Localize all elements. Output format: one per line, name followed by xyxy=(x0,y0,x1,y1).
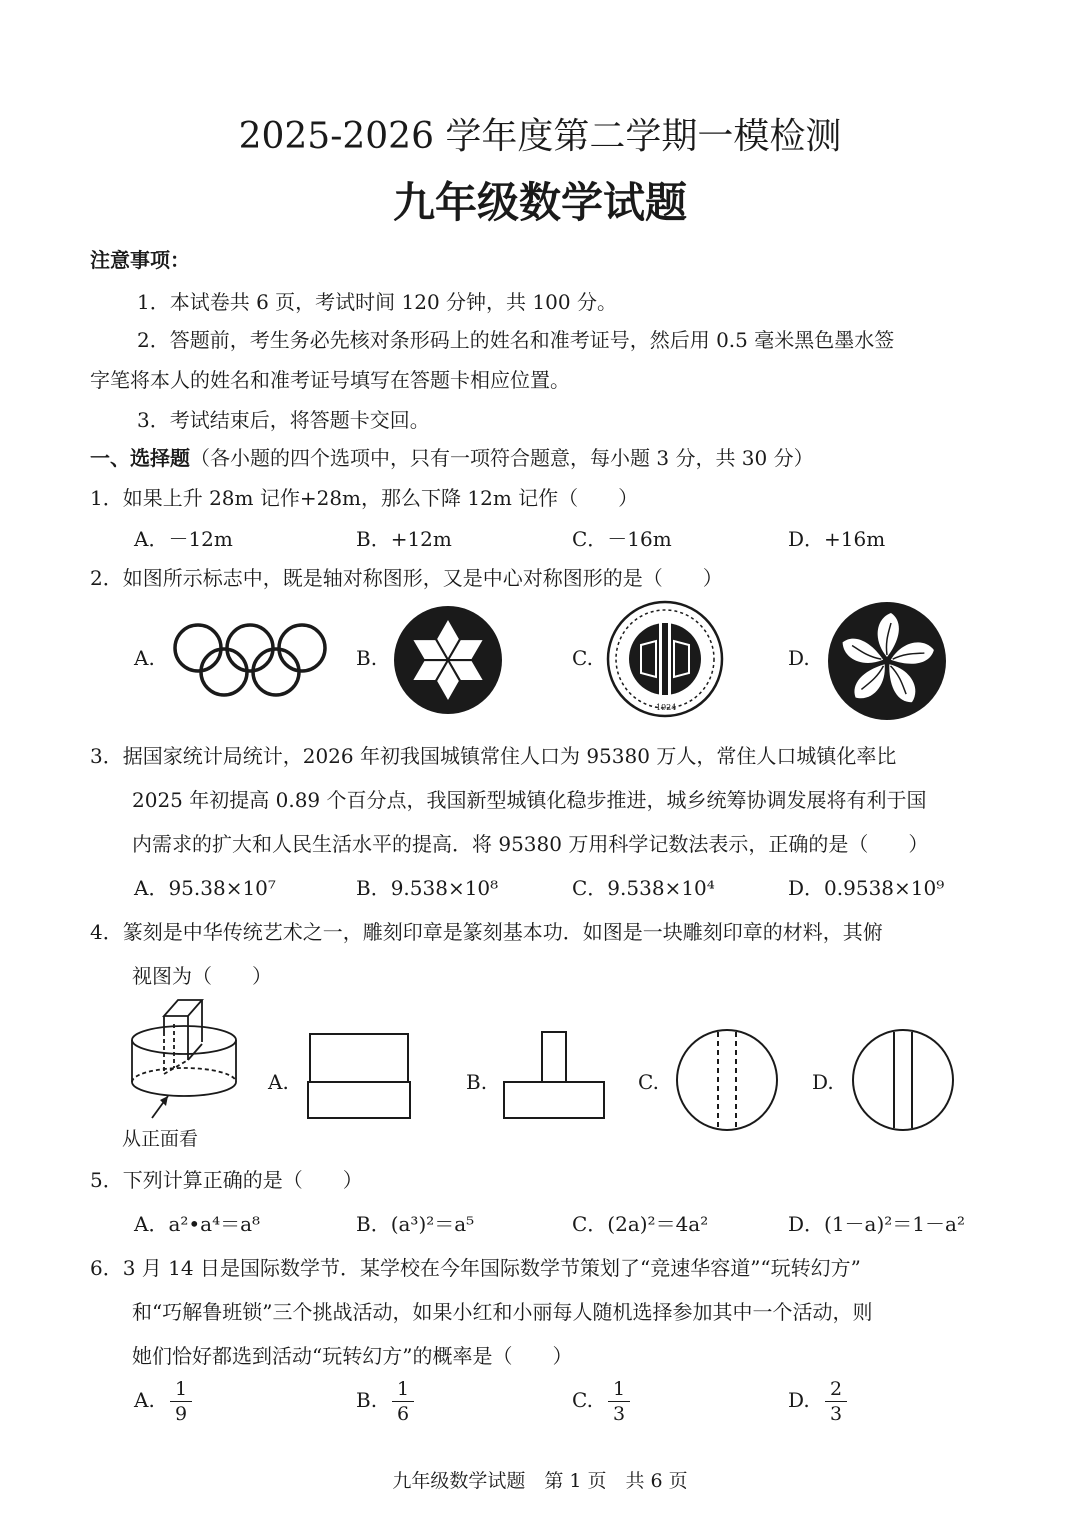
question-3-line: 内需求的扩大和人民生活水平的提高．将 95380 万用科学记数法表示，正确的是（ ） xyxy=(132,832,929,856)
fraction-numerator: 1 xyxy=(396,1378,410,1400)
page-footer: 九年级数学试题 第 1 页 共 6 页 xyxy=(392,1470,688,1492)
section-label: 一、选择题 xyxy=(90,446,190,470)
fraction-denominator: 3 xyxy=(829,1403,843,1425)
question-3-line: 3．据国家统计局统计，2026 年初我国城镇常住人口为 95380 万人，常住人口城镇化率比 xyxy=(90,744,897,768)
star-badge-logo xyxy=(392,604,504,716)
notice-item: 1．本试卷共 6 页，考试时间 120 分钟，共 100 分。 xyxy=(137,290,617,314)
exam-title: 2025-2026 学年度第二学期一模检测 xyxy=(238,116,842,157)
q2-label-b: B. xyxy=(356,646,378,670)
q6-label-d: D. xyxy=(788,1388,810,1412)
q6-fraction-b xyxy=(392,1378,414,1425)
q3-option-b: B．9.538×10⁸ xyxy=(356,876,499,900)
fraction-denominator: 6 xyxy=(396,1403,410,1425)
q4-option-b-view xyxy=(502,1030,606,1122)
notice-heading: 注意事项： xyxy=(90,248,190,272)
q2-label-d: D. xyxy=(788,646,810,670)
q4-label-a: A. xyxy=(268,1070,289,1094)
q6-label-c: C. xyxy=(572,1388,593,1412)
fraction-denominator: 9 xyxy=(174,1403,188,1425)
q1-option-d: D．+16m xyxy=(788,527,886,551)
question-4-line: 4．篆刻是中华传统艺术之一，雕刻印章是篆刻基本功．如图是一块雕刻印章的材料，其俯 xyxy=(90,920,883,944)
notice-item: 3．考试结束后，将答题卡交回。 xyxy=(137,408,430,432)
q6-fraction-c xyxy=(608,1378,630,1425)
q5-option-c: C．(2a)²＝4a² xyxy=(572,1212,709,1236)
exam-subtitle: 九年级数学试题 xyxy=(392,178,687,227)
q3-option-d: D．0.9538×10⁹ xyxy=(788,876,945,900)
front-view-caption: 从正面看 xyxy=(122,1128,199,1150)
question-1-stem: 1．如果上升 28m 记作+28m，那么下降 12m 记作（ ） xyxy=(90,486,639,510)
fraction-denominator: 3 xyxy=(612,1403,626,1425)
q1-option-b: B．+12m xyxy=(356,527,452,551)
q3-option-c: C．9.538×10⁴ xyxy=(572,876,715,900)
q4-label-d: D. xyxy=(812,1070,834,1094)
q1-option-a: A．－12m xyxy=(134,527,233,551)
q3-option-a: A．95.38×10⁷ xyxy=(134,876,276,900)
q6-label-a: A. xyxy=(134,1388,155,1412)
school-seal-logo xyxy=(606,600,724,718)
q4-option-a-view xyxy=(306,1032,412,1122)
seal-year-text: 1924 xyxy=(656,703,677,712)
q4-option-d-view xyxy=(850,1028,956,1132)
notice-item: 2．答题前，考生务必先核对条形码上的姓名和准考证号，然后用 0.5 毫米黑色墨水签 xyxy=(137,328,895,352)
q2-label-c: C. xyxy=(572,646,593,670)
q6-fraction-d xyxy=(825,1378,847,1425)
question-3-line: 2025 年初提高 0.89 个百分点，我国新型城镇化稳步推进，城乡统筹协调发展将有利于国 xyxy=(132,788,927,812)
bauhinia-logo xyxy=(826,600,948,722)
q6-fraction-a xyxy=(170,1378,192,1425)
section-note: （各小题的四个选项中，只有一项符合题意，每小题 3 分，共 30 分） xyxy=(190,446,814,470)
question-6-line: 她们恰好都选到活动“玩转幻方”的概率是（ ） xyxy=(132,1344,573,1368)
q4-label-b: B. xyxy=(466,1070,488,1094)
olympic-rings-logo xyxy=(172,620,328,700)
notice-item: 字笔将本人的姓名和准考证号填写在答题卡相应位置。 xyxy=(90,368,570,392)
q4-option-c-view xyxy=(674,1028,780,1132)
fraction-numerator: 1 xyxy=(612,1378,626,1400)
q5-option-a: A．a²•a⁴＝a⁸ xyxy=(134,1212,261,1236)
section-heading xyxy=(90,442,814,471)
question-5-stem: 5．下列计算正确的是（ ） xyxy=(90,1168,363,1192)
question-2-stem: 2．如图所示标志中，既是轴对称图形，又是中心对称图形的是（ ） xyxy=(90,566,723,590)
q1-option-c: C．－16m xyxy=(572,527,672,551)
q4-label-c: C. xyxy=(638,1070,659,1094)
seal-material-3d-figure xyxy=(118,990,248,1130)
q6-label-b: B. xyxy=(356,1388,378,1412)
question-4-line: 视图为（ ） xyxy=(132,964,272,988)
q5-option-d: D．(1－a)²＝1－a² xyxy=(788,1212,965,1236)
question-6-line: 和“巧解鲁班锁”三个挑战活动，如果小红和小丽每人随机选择参加其中一个活动，则 xyxy=(132,1300,873,1324)
q5-option-b: B．(a³)²＝a⁵ xyxy=(356,1212,475,1236)
question-6-line: 6．3 月 14 日是国际数学节．某学校在今年国际数学节策划了“竞速华容道”“玩转幻方” xyxy=(90,1256,861,1280)
fraction-numerator: 1 xyxy=(174,1378,188,1400)
fraction-numerator: 2 xyxy=(829,1378,843,1400)
q2-label-a: A. xyxy=(134,646,155,670)
